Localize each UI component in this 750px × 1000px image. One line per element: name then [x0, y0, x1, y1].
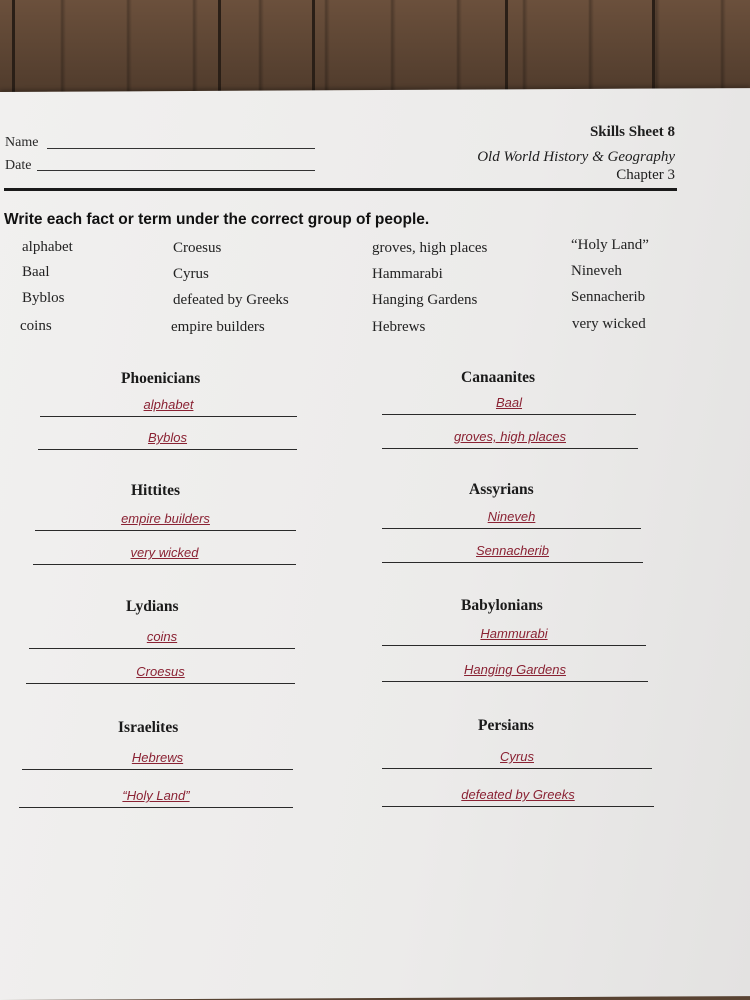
group-title-lydians: Lydians — [126, 598, 179, 615]
group-title-babylonians: Babylonians — [461, 597, 543, 614]
answer-text: coins — [146, 629, 178, 644]
answer-line[interactable] — [22, 747, 293, 770]
wood-seam — [505, 0, 508, 100]
wood-seam — [12, 0, 15, 100]
answer-line[interactable] — [40, 394, 297, 417]
answer-line[interactable] — [382, 784, 654, 807]
answer-line[interactable] — [382, 392, 636, 415]
group-title-israelites: Israelites — [118, 719, 179, 736]
word-bank-item: groves, high places — [372, 240, 488, 256]
name-label: Name — [5, 135, 39, 150]
word-bank-item: defeated by Greeks — [173, 292, 289, 308]
answer-text: “Holy Land” — [122, 788, 190, 803]
answer-text: Hebrews — [131, 750, 184, 765]
answer-line[interactable] — [38, 427, 297, 450]
instruction-text: Write each fact or term under the correct group of people. — [4, 211, 430, 228]
answer-text: defeated by Greeks — [461, 787, 575, 802]
wood-table-background — [0, 0, 750, 100]
answer-text: groves, high places — [453, 429, 566, 444]
answer-line[interactable] — [382, 659, 648, 682]
header-rule — [4, 188, 677, 191]
group-title-phoenicians: Phoenicians — [121, 370, 201, 387]
name-field-line[interactable] — [47, 148, 315, 149]
word-bank-item: coins — [20, 318, 52, 334]
date-label: Date — [5, 158, 32, 173]
wood-seam — [312, 0, 315, 100]
answer-line[interactable] — [19, 785, 293, 808]
answer-line[interactable] — [382, 540, 643, 563]
word-bank-item: empire builders — [171, 319, 265, 335]
word-bank-item: Baal — [22, 264, 50, 280]
word-bank-item: very wicked — [572, 316, 646, 332]
answer-text: Sennacherib — [476, 543, 549, 558]
word-bank-item: Cyrus — [173, 266, 209, 282]
group-title-assyrians: Assyrians — [469, 481, 534, 498]
answer-line[interactable] — [382, 623, 646, 646]
answer-text: Hanging Gardens — [464, 662, 566, 677]
date-field-line[interactable] — [37, 170, 315, 171]
word-bank-item: Nineveh — [571, 263, 622, 279]
word-bank-item: alphabet — [22, 239, 73, 255]
answer-text: Byblos — [147, 430, 188, 445]
group-title-persians: Persians — [478, 717, 534, 734]
answer-text: Croesus — [136, 664, 185, 679]
word-bank-item: Byblos — [22, 290, 65, 306]
answer-line[interactable] — [382, 746, 652, 769]
answer-text: very wicked — [130, 545, 199, 560]
sheet-title: Skills Sheet 8 — [589, 124, 675, 140]
answer-line[interactable] — [382, 426, 638, 449]
answer-text: Hammurabi — [480, 626, 548, 641]
answer-text: empire builders — [121, 511, 210, 526]
group-title-canaanites: Canaanites — [461, 369, 536, 386]
word-bank-item: Sennacherib — [571, 289, 646, 305]
word-bank-item: Hammarabi — [372, 266, 443, 282]
answer-text: alphabet — [143, 397, 194, 412]
book-title: Old World History & Geography — [477, 149, 675, 165]
word-bank-item: Hebrews — [372, 319, 426, 335]
word-bank-item: Hanging Gardens — [372, 292, 478, 308]
wood-seam — [218, 0, 221, 100]
answer-line[interactable] — [29, 626, 295, 649]
answer-text: Nineveh — [487, 509, 536, 524]
word-bank-item: “Holy Land” — [571, 237, 649, 253]
answer-line[interactable] — [35, 508, 296, 531]
wood-seam — [652, 0, 655, 100]
answer-text: Cyrus — [500, 749, 534, 764]
group-title-hittites: Hittites — [131, 482, 181, 499]
answer-line[interactable] — [33, 542, 296, 565]
answer-line[interactable] — [26, 661, 295, 684]
answer-text: Baal — [495, 395, 523, 410]
word-bank-item: Croesus — [173, 240, 222, 256]
answer-line[interactable] — [382, 506, 641, 529]
chapter-label: Chapter 3 — [616, 167, 675, 183]
